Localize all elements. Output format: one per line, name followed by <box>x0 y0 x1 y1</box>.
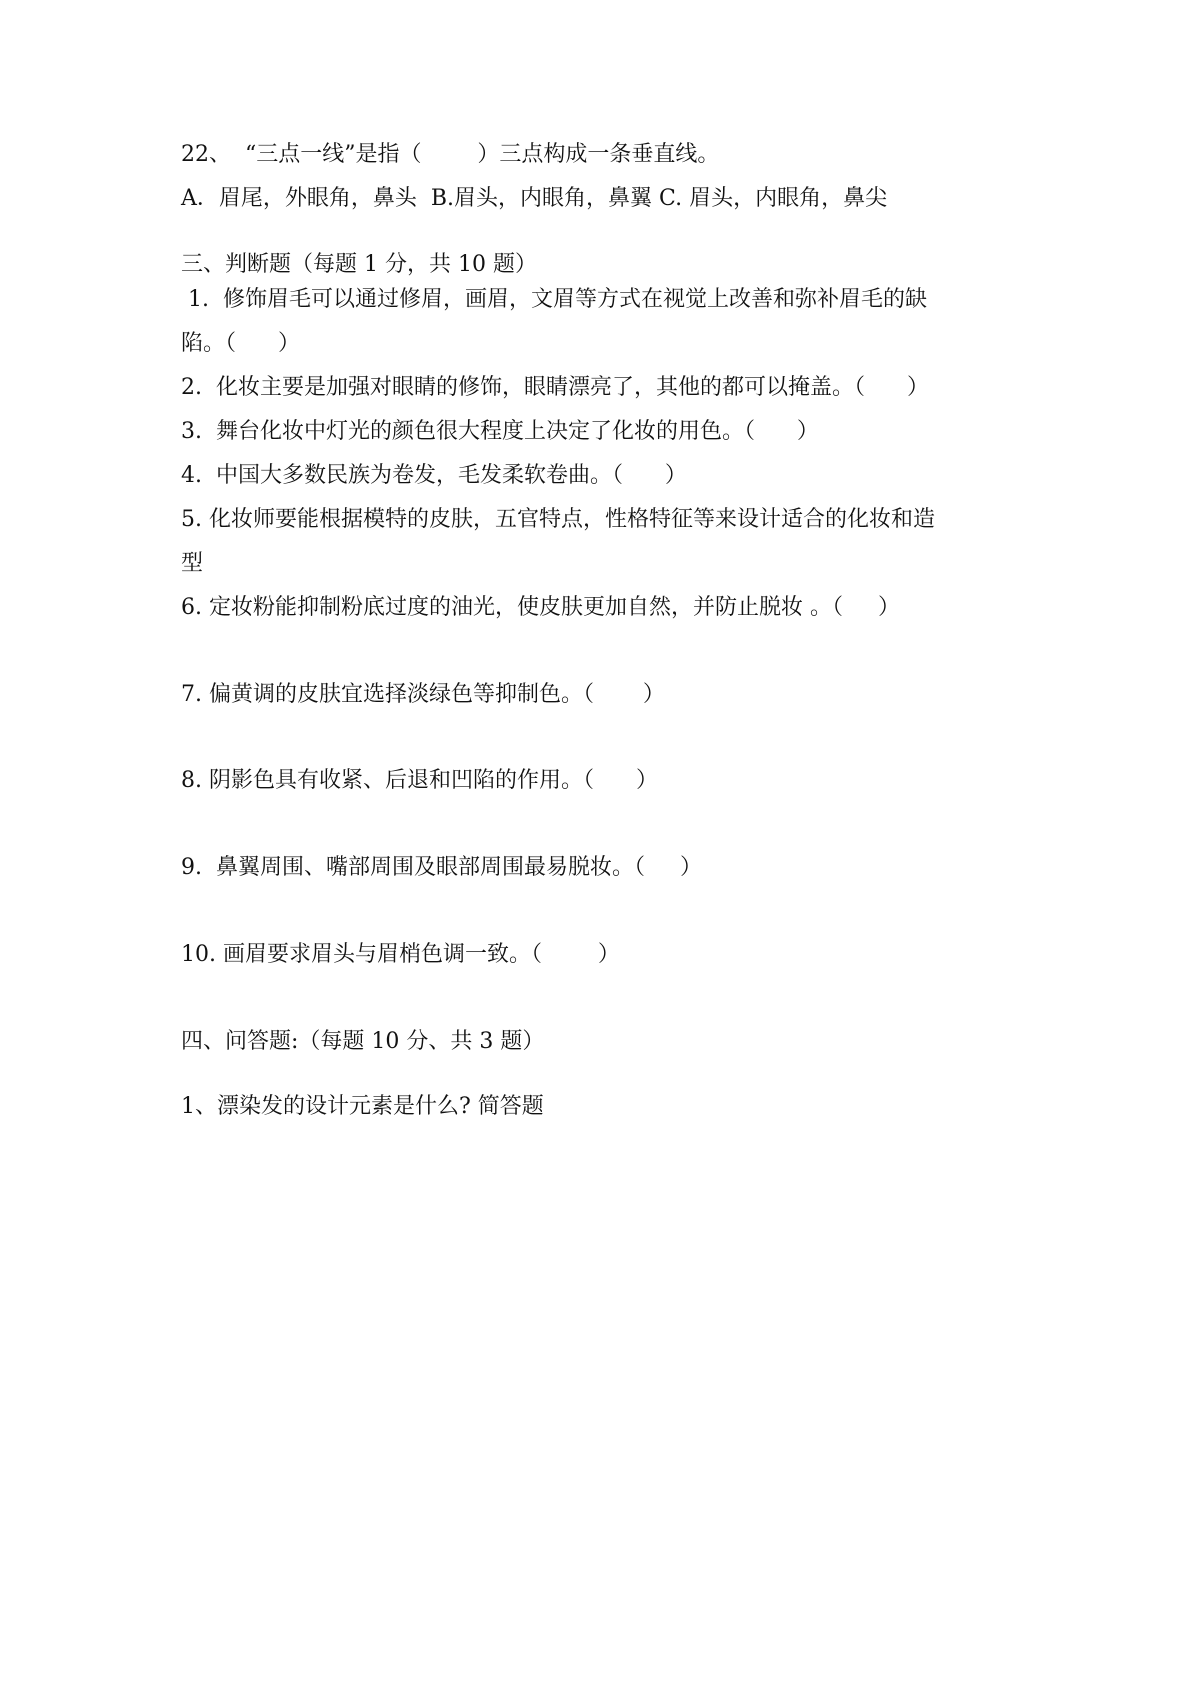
judgement-item-6: 6. 定妆粉能抑制粉底过度的油光，使皮肤更加自然，并防止脱妆 。（ ） <box>181 595 900 620</box>
section-3-title: 三、判断题（每题 1 分，共 10 题） <box>181 252 537 277</box>
judgement-item-2: 2. 化妆主要是加强对眼睛的修饰，眼睛漂亮了，其他的都可以掩盖。（ ） <box>181 375 929 400</box>
judgement-item-9: 9. 鼻翼周围、嘴部周围及眼部周围最易脱妆。（ ） <box>181 855 702 880</box>
judgement-item-10: 10. 画眉要求眉头与眉梢色调一致。（ ） <box>181 942 620 967</box>
judgement-item-1-line2: 陷。（ ） <box>181 331 300 356</box>
judgement-item-3: 3. 舞台化妆中灯光的颜色很大程度上决定了化妆的用色。（ ） <box>181 419 819 444</box>
judgement-item-5-line1: 5. 化妆师要能根据模特的皮肤，五官特点，性格特征等来设计适合的化妆和造 <box>181 507 935 532</box>
judgement-item-8: 8. 阴影色具有收紧、后退和凹陷的作用。（ ） <box>181 768 658 793</box>
section-4-title: 四、问答题:（每题 10 分、共 3 题） <box>181 1029 545 1054</box>
judgement-item-5-line2: 型 <box>181 551 204 576</box>
essay-question-1: 1、漂染发的设计元素是什么? 简答题 <box>181 1094 544 1119</box>
judgement-item-7: 7. 偏黄调的皮肤宜选择淡绿色等抑制色。（ ） <box>181 682 665 707</box>
judgement-item-1-line1: 1. 修饰眉毛可以通过修眉，画眉，文眉等方式在视觉上改善和弥补眉毛的缺 <box>181 287 927 312</box>
question-22-options: A．眉尾，外眼角，鼻头 B.眉头，内眼角，鼻翼 C. 眉头，内眼角，鼻尖 <box>181 186 888 211</box>
judgement-item-4: 4. 中国大多数民族为卷发，毛发柔软卷曲。（ ） <box>181 463 687 488</box>
question-22-stem: 22、 “三点一线”是指（ ）三点构成一条垂直线。 <box>181 142 720 167</box>
